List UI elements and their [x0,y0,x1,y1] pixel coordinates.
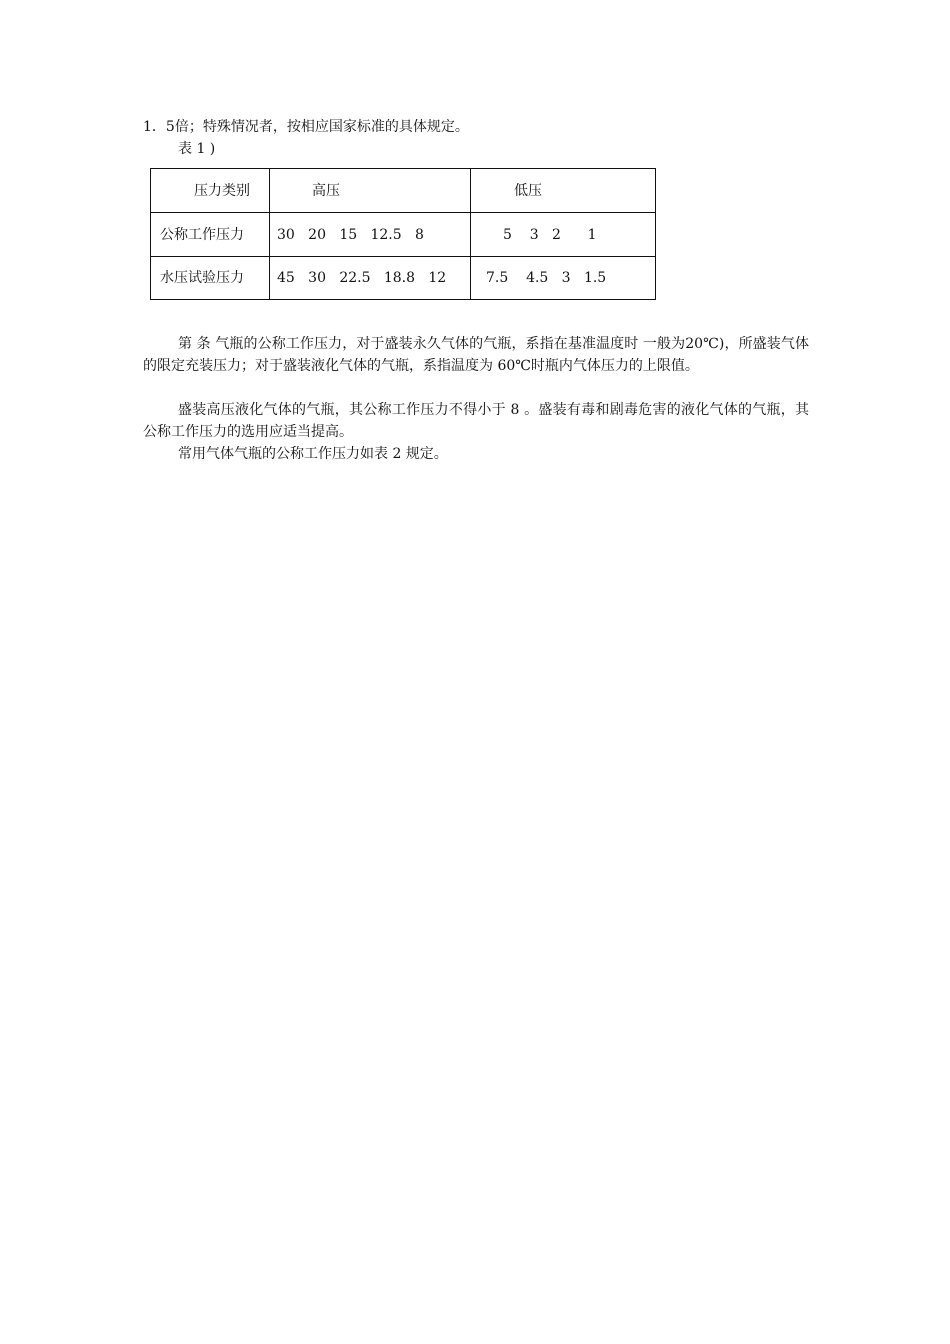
pressure-table [150,168,656,300]
table-divider-2 [470,168,471,300]
paragraph: 第 条 气瓶的公称工作压力，对于盛装永久气体的气瓶，系指在基准温度时 一般为20℃)，所盛装气体的限定充装压力；对于盛装液化气体的气瓶，系指温度为 60℃时瓶内气体压力的上限值。 [143,336,809,374]
table-rule-1 [150,212,656,213]
paragraph: 常用气体气瓶的公称工作压力如表 2 规定。 [178,446,448,462]
table-divider-1 [269,168,270,300]
top-line: 1．5倍；特殊情况者，按相应国家标准的具体规定。 [143,119,469,135]
table-rule-top [150,168,656,169]
header-high: 高压 [312,183,340,199]
row-label: 水压试验压力 [160,270,244,286]
header-category: 压力类别 [194,183,250,199]
table-caption: 表 1 ) [178,141,216,157]
row-label: 公称工作压力 [160,227,244,243]
table-border-right [655,168,656,300]
table-rule-bottom [150,299,656,300]
table-rule-2 [150,256,656,257]
row-low-values: 5 3 2 1 [503,227,597,243]
paragraph: 盛装高压液化气体的气瓶，其公称工作压力不得小于 8 。盛装有毒和剧毒危害的液化气体的气瓶，其公称工作压力的选用应适当提高。 [143,402,809,440]
row-high-values: 45 30 22.5 18.8 12 [277,270,447,286]
table-border-left [150,168,151,300]
header-low: 低压 [514,183,542,199]
row-low-values: 7.5 4.5 3 1.5 [486,270,607,286]
row-high-values: 30 20 15 12.5 8 [277,227,424,243]
